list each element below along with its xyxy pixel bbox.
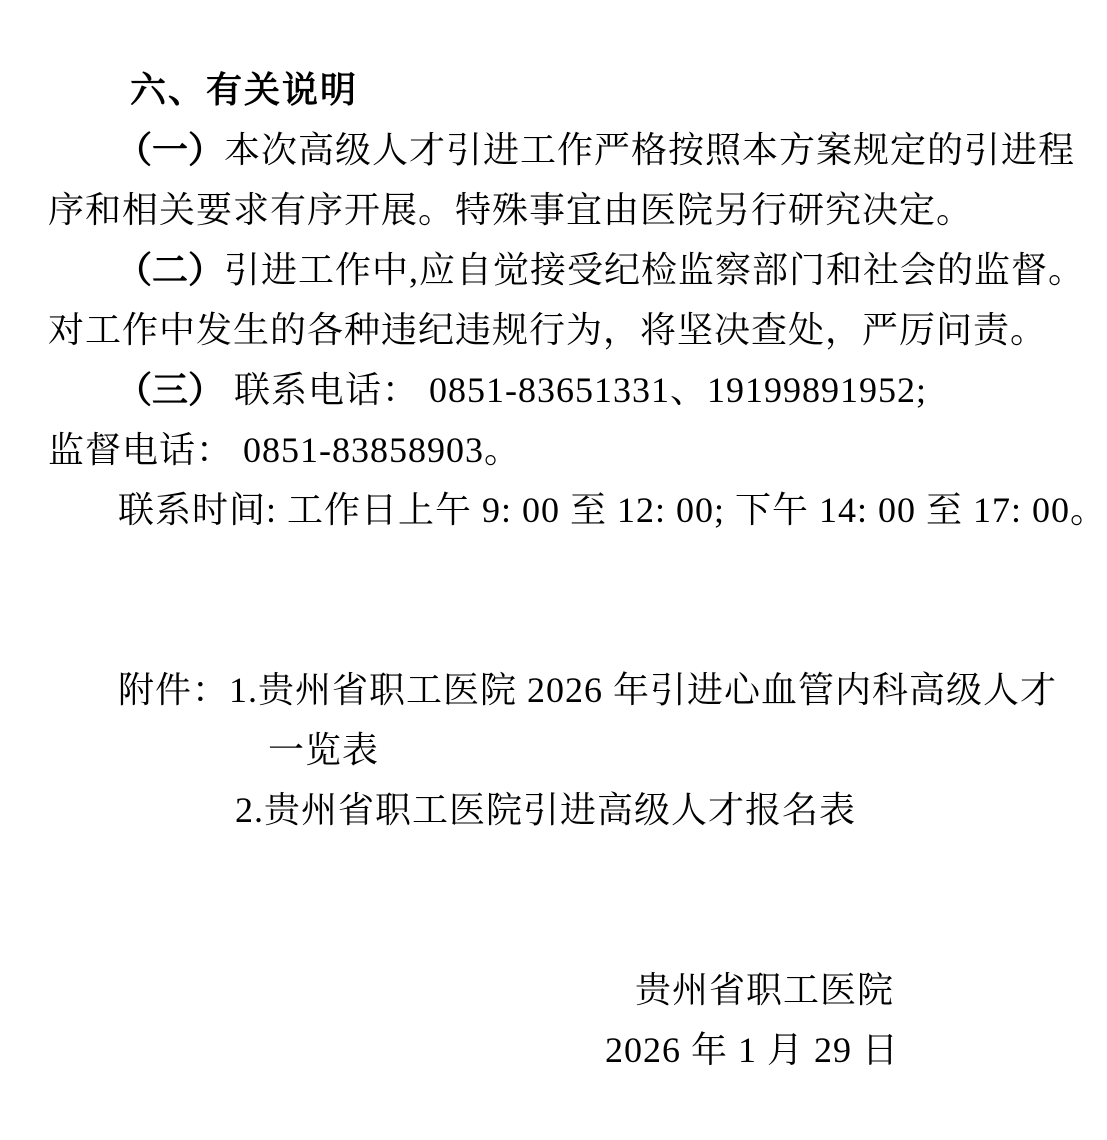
list-marker-1: （一）	[116, 130, 225, 170]
paragraph-1-text: 本次高级人才引进工作严格按照本方案规定的引进程	[224, 130, 1076, 170]
paragraph-1-text-cont: 序和相关要求有序开展。特殊事宜由医院另行研究决定。	[48, 190, 974, 230]
attachment-2-text: 2.贵州省职工医院引进高级人才报名表	[235, 790, 857, 830]
spacer	[0, 840, 1024, 900]
paragraph-2-text-cont: 对工作中发生的各种违纪违规行为，将坚决查处，严厉问责。	[48, 310, 1048, 350]
attachment-1-text: 1.贵州省职工医院 2026 年引进心血管内科高级人才	[229, 670, 1058, 710]
contact-time-text: 联系时间: 工作日上午 9: 00 至 12: 00; 下午 14: 00 至 17: 00。	[118, 490, 1107, 530]
section-heading-text: 六、有关说明	[130, 69, 359, 110]
attachments-line-1	[0, 600, 1058, 710]
list-marker-3: （三）	[116, 370, 225, 410]
contact-phone-text: 联系电话： 0851-83651331、19199891952;	[224, 370, 928, 410]
attachments-line-3	[0, 720, 1024, 830]
list-marker-2: （二）	[116, 250, 225, 290]
attachment-1-text-cont: 一览表	[268, 730, 380, 770]
spacer	[0, 540, 1024, 600]
attachments-label: 附件：	[118, 670, 230, 710]
signature-organization	[0, 900, 1024, 1010]
paragraph-2-text: 引进工作中,应自觉接受纪检监察部门和社会的监督。	[224, 250, 1086, 290]
section-heading	[0, 0, 1024, 110]
supervision-phone-text: 监督电话： 0851-83858903。	[48, 430, 521, 470]
signature-organization-text: 贵州省职工医院	[635, 970, 895, 1010]
signature-date-text: 2026 年 1 月 29 日	[605, 1030, 900, 1070]
